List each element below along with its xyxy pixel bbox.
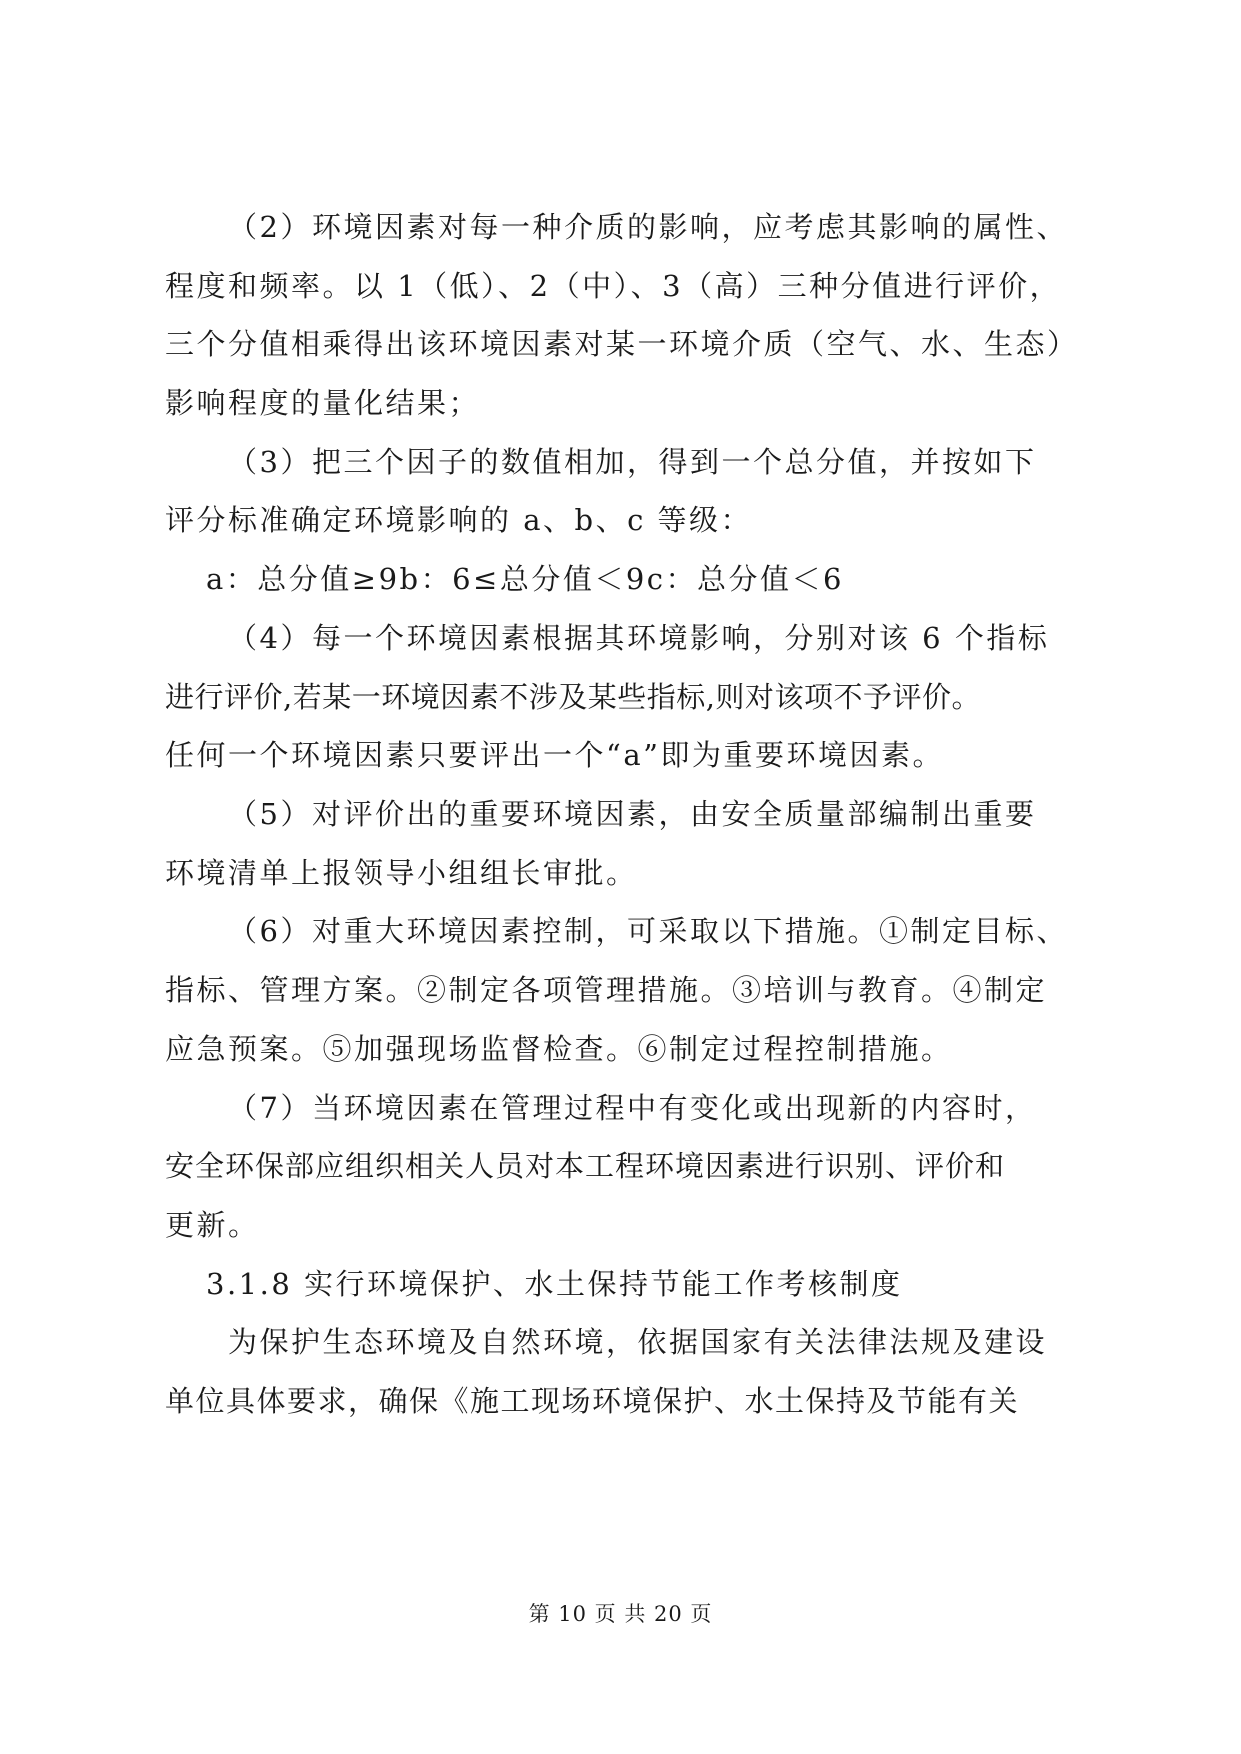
paragraph-line: 更新。 <box>165 1208 260 1242</box>
paragraph-line: 评分标准确定环境影响的 a、b、c 等级： <box>165 503 753 537</box>
paragraph-line: 环境清单上报领导小组组长审批。 <box>165 856 638 890</box>
paragraph-line: 安全环保部应组织相关人员对本工程环境因素进行识别、评价和 <box>165 1149 1006 1183</box>
paragraph-line: （5）对评价出的重要环境因素，由安全质量部编制出重要 <box>228 797 1037 831</box>
paragraph-line: 程度和频率。以 1（低）、2（中）、3（高）三种分值进行评价， <box>165 269 1062 303</box>
paragraph-line: （3）把三个因子的数值相加，得到一个总分值，并按如下 <box>228 445 1037 479</box>
section-heading: 3.1.8 实行环境保护、水土保持节能工作考核制度 <box>206 1267 903 1301</box>
paragraph-line: 应急预案。⑤加强现场监督检查。⑥制定过程控制措施。 <box>165 1032 953 1066</box>
grading-criteria-line: a：总分值≥9b：6≤总分值＜9c：总分值＜6 <box>206 562 844 596</box>
paragraph-line: （7）当环境因素在管理过程中有变化或出现新的内容时， <box>228 1091 1037 1125</box>
paragraph-line: 进行评价,若某一环境因素不涉及某些指标,则对该项不予评价。 <box>165 680 981 714</box>
paragraph-line: 单位具体要求，确保《施工现场环境保护、水土保持及节能有关 <box>165 1384 1020 1418</box>
paragraph-line: 为保护生态环境及自然环境，依据国家有关法律法规及建设 <box>228 1325 1048 1359</box>
paragraph-line: （2）环境因素对每一种介质的影响，应考虑其影响的属性、 <box>228 210 1068 244</box>
paragraph-line: （6）对重大环境因素控制，可采取以下措施。①制定目标、 <box>228 914 1068 948</box>
paragraph-line: 三个分值相乘得出该环境因素对某一环境介质（空气、水、生态） <box>165 327 1079 361</box>
paragraph-line: 影响程度的量化结果； <box>165 386 481 420</box>
paragraph-line: 指标、管理方案。②制定各项管理措施。③培训与教育。④制定 <box>165 973 1048 1007</box>
paragraph-line: 任何一个环境因素只要评出一个“a”即为重要环境因素。 <box>165 738 944 772</box>
page-number-footer: 第 10 页 共 20 页 <box>528 1602 713 1626</box>
paragraph-line: （4）每一个环境因素根据其环境影响，分别对该 6 个指标 <box>228 621 1050 655</box>
